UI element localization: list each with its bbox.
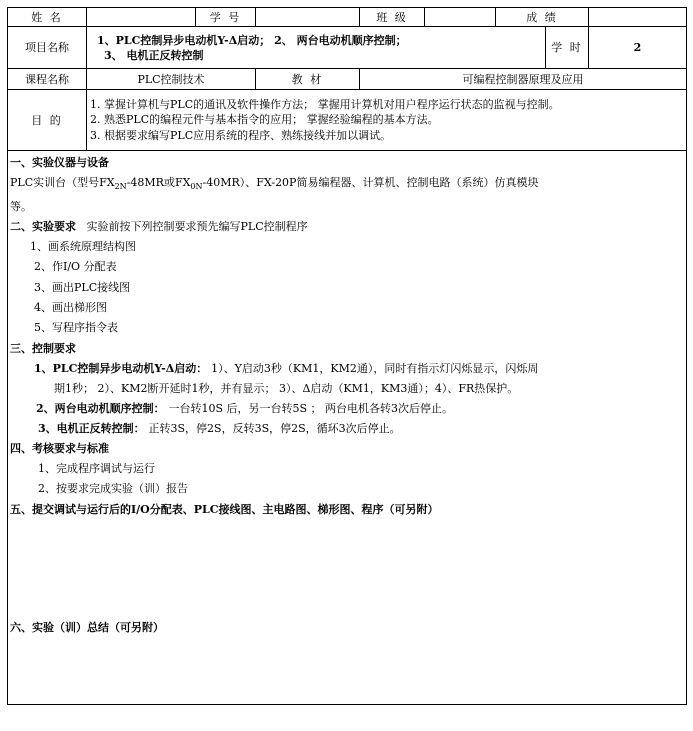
name-label: 姓 名 bbox=[8, 8, 87, 27]
assessment-item: 2、按要求完成实验（训）报告 bbox=[38, 481, 188, 495]
section-equipment-title: 一、实验仪器与设备 bbox=[10, 156, 109, 169]
purpose-label: 目 的 bbox=[8, 90, 87, 151]
requirement-item: 4、画出梯形图 bbox=[34, 301, 107, 315]
textbook-value: 可编程控制器原理及应用 bbox=[360, 69, 687, 90]
control-item-3: 3、电机正反转控制： 正转3S，停2S，反转3S，停2S，循环3次后停止。 bbox=[38, 421, 401, 435]
requirement-item: 2、作I/O 分配表 bbox=[34, 260, 117, 274]
class-label: 班 级 bbox=[360, 8, 425, 27]
section-assessment-title: 四、考核要求与标准 bbox=[10, 441, 109, 455]
content-row bbox=[8, 151, 687, 705]
header-row bbox=[8, 8, 687, 27]
class-field[interactable] bbox=[425, 8, 496, 27]
student-id-label: 学 号 bbox=[196, 8, 256, 27]
equipment-text-cont: 等。 bbox=[10, 200, 32, 214]
submission-blank-area[interactable] bbox=[10, 520, 684, 618]
requirement-item: 3、画出PLC接线图 bbox=[34, 280, 131, 294]
form-table bbox=[7, 7, 687, 705]
control-item-1: 1、PLC控制异步电动机Y-Δ启动： 1）、Y启动3秒（KM1，KM2通），同时有指示灯闪烁显示，闪烁周 bbox=[34, 361, 539, 375]
purpose-item: 1. 掌握计算机与PLC的通讯及软件操作方法； 掌握用计算机对用户程序运行状态的监视与控制。 bbox=[90, 97, 560, 111]
score-label: 成 绩 bbox=[496, 8, 589, 27]
project-label: 项目名称 bbox=[8, 27, 87, 69]
project-names bbox=[87, 27, 546, 69]
section-control-title: 三、控制要求 bbox=[10, 341, 76, 355]
equipment-text: PLC实训台（型号$FX_{2N}-48MR$或$FX_{0N}-40MR$）、FX-20P简易编程器、计算机、控制电路（系统）仿真模块 bbox=[10, 176, 539, 192]
hours-label: 学 时 bbox=[546, 27, 589, 69]
project-line-1: 1、PLC控制异步电动机Y-Δ启动； 2、 两台电动机顺序控制； bbox=[97, 33, 407, 47]
content-area bbox=[8, 151, 687, 705]
section-requirements bbox=[10, 217, 684, 237]
control-item-2: 2、两台电动机顺序控制： 一台转10S 后，另一台转5S ； 两台电机各转3次后停止。 bbox=[36, 401, 454, 415]
hours-value: 2 bbox=[589, 27, 687, 69]
purpose-item: 3. 根据要求编写PLC应用系统的程序、熟练接线并加以调试。 bbox=[90, 128, 392, 142]
name-field[interactable] bbox=[87, 8, 196, 27]
requirement-item: 1、画系统原理结构图 bbox=[30, 240, 136, 254]
report-form bbox=[7, 7, 686, 705]
section-requirements-desc: 实验前按下列控制要求预先编写PLC控制程序 bbox=[86, 220, 308, 234]
section-submission-title: 五、提交调试与运行后的I/O分配表、PLC接线图、主电路图、梯形图、程序（可另附） bbox=[10, 503, 439, 517]
purpose-item: 2. 熟悉PLC的编程元件与基本指令的应用； 掌握经验编程的基本方法。 bbox=[90, 113, 439, 127]
requirement-item: 5、写程序指令表 bbox=[34, 321, 118, 335]
control-item-1-cont: 期1秒； 2）、KM2断开延时1秒，并有显示； 3）、Δ启动（KM1，KM3通）；4）、FR热保护。 bbox=[54, 381, 519, 395]
purpose-row bbox=[8, 90, 687, 151]
section-requirements-title: 二、实验要求 bbox=[10, 220, 76, 234]
assessment-item: 1、完成程序调试与运行 bbox=[38, 461, 155, 475]
course-value: PLC控制技术 bbox=[87, 69, 256, 90]
project-row bbox=[8, 27, 687, 69]
purpose-list bbox=[87, 90, 687, 151]
score-field[interactable] bbox=[589, 8, 687, 27]
student-id-field[interactable] bbox=[256, 8, 360, 27]
course-label: 课程名称 bbox=[8, 69, 87, 90]
textbook-label: 教 材 bbox=[256, 69, 360, 90]
course-row bbox=[8, 69, 687, 90]
project-line-2: 3、 电机正反转控制 bbox=[104, 48, 204, 62]
section-summary-title: 六、实验（训）总结（可另附） bbox=[10, 621, 164, 635]
